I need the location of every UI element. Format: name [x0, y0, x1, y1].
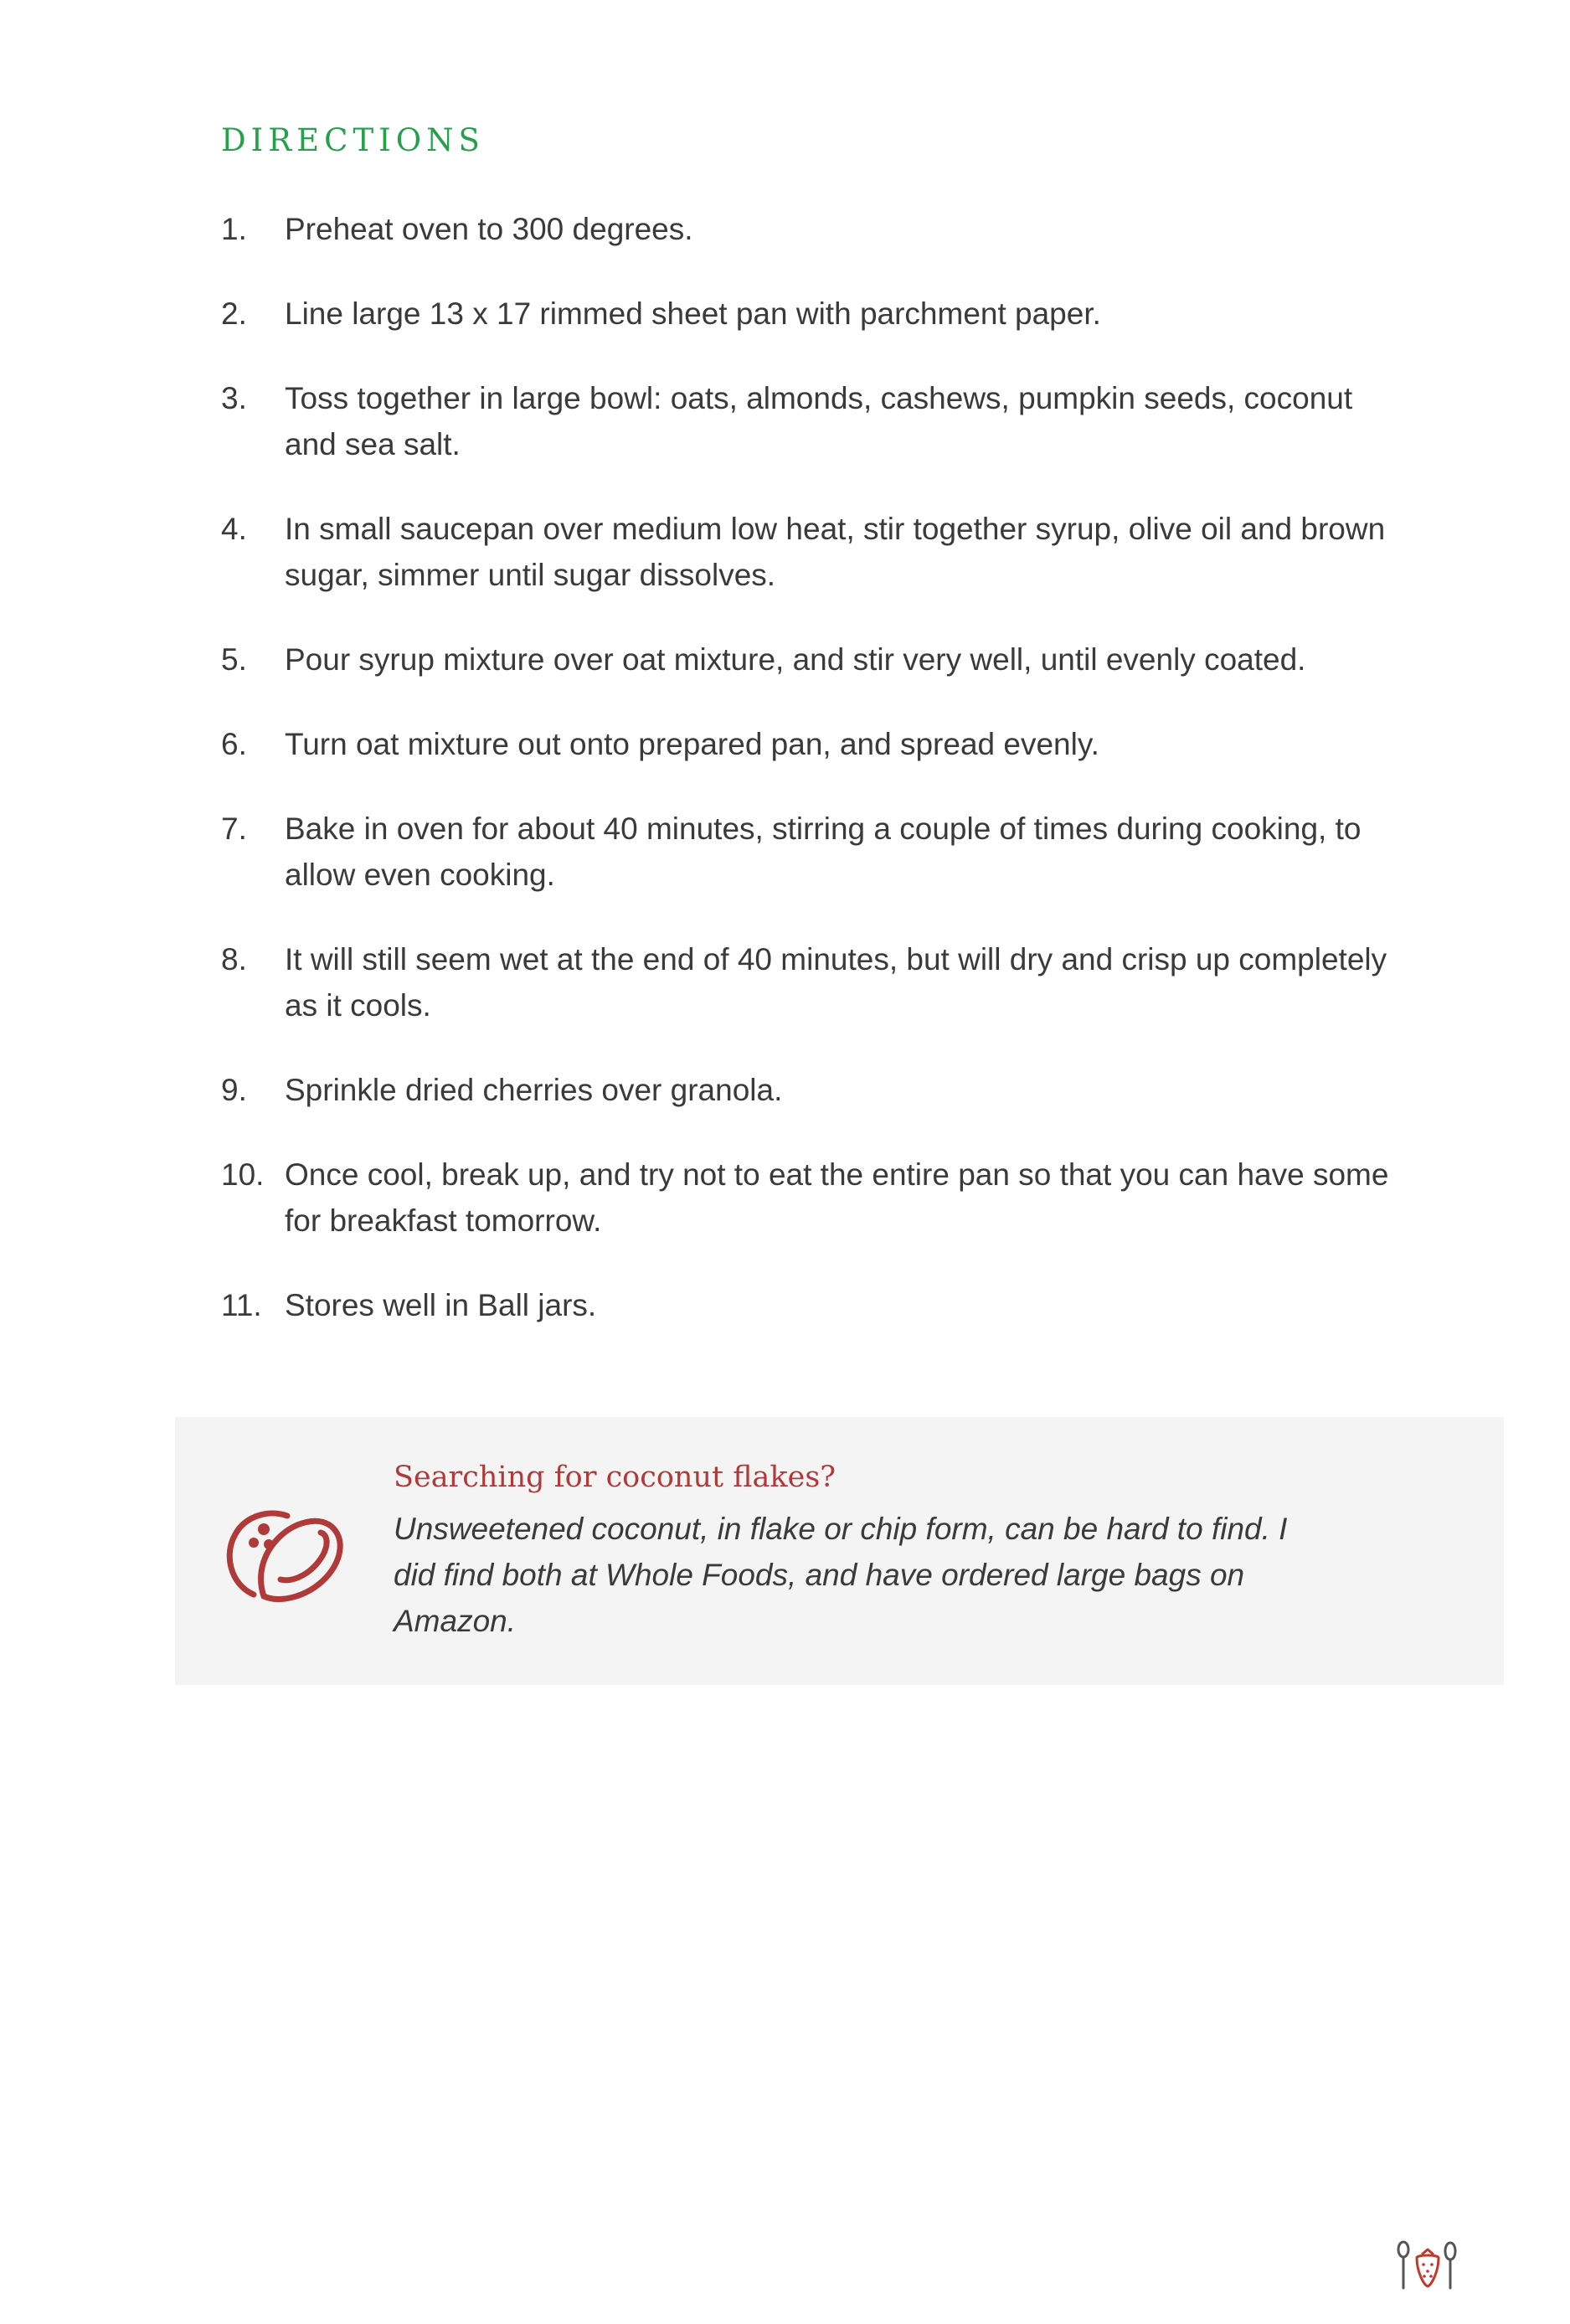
- coconut-icon: [220, 1504, 346, 1605]
- step-text: Toss together in large bowl: oats, almonds, cashews, pumpkin seeds, coconut and sea salt.: [285, 381, 1353, 461]
- step-text: Bake in oven for about 40 minutes, stirring a couple of times during cooking, to allow even cooking.: [285, 812, 1362, 892]
- list-item: [221, 806, 1410, 898]
- list-item: [221, 291, 1410, 337]
- step-text: Preheat oven to 300 degrees.: [285, 212, 693, 246]
- tip-callout: [175, 1417, 1504, 1685]
- step-number: 10.: [221, 1157, 265, 1192]
- step-number: 1.: [221, 212, 247, 246]
- list-item: [221, 721, 1410, 767]
- step-text: Sprinkle dried cherries over granola.: [285, 1073, 783, 1107]
- tip-body: Unsweetened coconut, in flake or chip form, can be hard to find. I did find both at Whole Foods, and have ordered large bags on Amazon.: [394, 1512, 1288, 1638]
- step-text: Pour syrup mixture over oat mixture, and stir very well, until evenly coated.: [285, 642, 1306, 677]
- list-item: [221, 1282, 1410, 1328]
- step-text: Stores well in Ball jars.: [285, 1288, 597, 1322]
- list-item: [221, 206, 1410, 252]
- step-number: 4.: [221, 512, 247, 546]
- step-number: 11.: [221, 1288, 262, 1322]
- step-text: It will still seem wet at the end of 40 minutes, but will dry and crisp up completely as it cools.: [285, 942, 1387, 1023]
- spoon-strawberry-whisk-icon: [1395, 2238, 1462, 2291]
- list-item: [221, 1152, 1410, 1244]
- list-item: [221, 506, 1410, 598]
- step-number: 9.: [221, 1073, 247, 1107]
- list-item: [221, 636, 1410, 683]
- step-text: Turn oat mixture out onto prepared pan, and spread evenly.: [285, 727, 1099, 761]
- step-text: Once cool, break up, and try not to eat the entire pan so that you can have some for breakfast tomorrow.: [285, 1157, 1389, 1238]
- step-number: 2.: [221, 296, 247, 331]
- step-text: Line large 13 x 17 rimmed sheet pan with parchment paper.: [285, 296, 1101, 331]
- list-item: [221, 375, 1410, 467]
- step-number: 3.: [221, 381, 247, 415]
- step-number: 6.: [221, 727, 247, 761]
- step-number: 7.: [221, 812, 247, 846]
- step-number: 8.: [221, 942, 247, 976]
- tip-title: Searching for coconut flakes?: [394, 1461, 836, 1494]
- directions-heading: DIRECTIONS: [221, 122, 485, 158]
- list-item: [221, 936, 1410, 1028]
- list-item: [221, 1067, 1410, 1113]
- directions-list: [221, 206, 1410, 1367]
- step-text: In small saucepan over medium low heat, stir together syrup, olive oil and brown sugar, simmer until sugar dissolves.: [285, 512, 1386, 592]
- step-number: 5.: [221, 642, 247, 677]
